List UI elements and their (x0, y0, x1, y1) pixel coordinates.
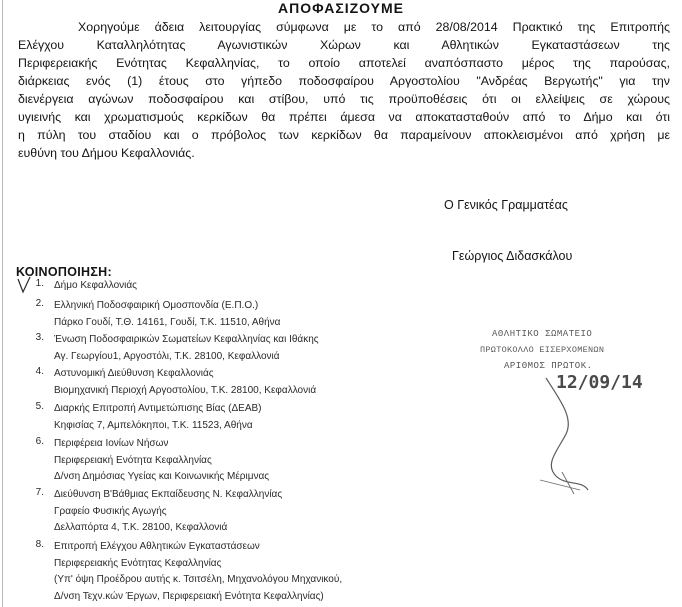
stamp-line-3: ΑΡΙΘΜΟΣ ΠΡΩΤΟΚ. (504, 361, 593, 371)
recipient-line: Δ/νση Τεχν.κών Έργων, Περιφερειακή Ενότητα Κεφαλληνίας) (54, 590, 324, 602)
recipient-line: Γραφείο Φυσικής Αγωγής (54, 505, 167, 517)
recipient-line: Ελληνική Ποδοσφαιρική Ομοσπονδία (Ε.Π.Ο.) (54, 300, 259, 311)
paragraph-line: υγιεινής και χρωματισμούς κερκίδων θα πρέπει άμεσα να αποκατασταθούν από το Δήμο και ότι (18, 110, 670, 124)
paragraph-line: Χορηγούμε άδεια λειτουργίας σύμφωνα με το από 28/08/2014 Πρακτικό της Επιτροπής (78, 20, 670, 34)
cc-heading: ΚΟΙΝΟΠΟΙΗΣΗ: (16, 265, 112, 279)
recipient-number: 6. (35, 436, 44, 447)
recipient-line: Ένωση Ποδοσφαιρικών Σωματείων Κεφαλληνίας και Ιθάκης (54, 334, 319, 345)
decision-heading: ΑΠΟΦΑΣΙΖΟΥΜΕ (277, 0, 405, 16)
stamp-signature-scribble (546, 378, 588, 490)
recipient-line: Διαρκής Επιτροπή Αντιμετώπισης Βίας (ΔΕΑΒ) (54, 403, 262, 414)
page-edge-rule (2, 0, 3, 607)
recipient-number: 8. (35, 539, 44, 550)
paragraph-line: Περιφερειακής Ενότητας Κεφαλληνίας, το οποίο αποτελεί αναπόσπαστο μέρος της παρούσας, (18, 56, 670, 70)
signatory-name: Γεώργιος Διδασκάλου (452, 249, 573, 263)
stamp-line-1: ΑΘΛΗΤΙΚΟ ΣΩΜΑΤΕΙΟ (492, 330, 593, 339)
paragraph-line: Ελέγχου Καταλληλότητας Αγωνιστικών Χώρων και Αθλητικών Εγκαταστάσεων της (18, 38, 670, 52)
paragraph-line: η πύλη του σταδίου και ο πρόβολος των κερκίδων θα παραμείνουν αποκλεισμένοι από χρήση με (18, 128, 670, 142)
recipient-line: Περιφέρεια Ιονίων Νήσων (54, 438, 169, 449)
recipient-number: 5. (35, 401, 44, 412)
stamp-date: 12/09/14 (556, 372, 643, 393)
recipient-line: (Υπ' όψη Προέδρου αυτής κ. Τσιτσέλη, Μηχανολόγου Μηχανικού, (54, 574, 343, 585)
stamp-line-2: ΠΡΩΤΟΚΟΛΛΟ ΕΙΣΕΡΧΟΜΕΝΩΝ (480, 345, 605, 355)
recipient-number: 3. (35, 332, 44, 343)
handwritten-check-icon (17, 276, 31, 294)
paragraph-line: διενέργεια αγώνων ποδοσφαίρου και στίβου, υπό τις προϋποθέσεις ότι οι ελλείψεις σε χώρους (18, 92, 670, 106)
decision-paragraph (18, 18, 670, 162)
recipient-number: 1. (35, 278, 44, 289)
recipient-line: Αστυνομική Διεύθυνση Κεφαλλονιάς (54, 368, 214, 379)
recipient-number: 2. (35, 298, 44, 309)
recipient-line: Περιφερειακής Ενότητας Κεφαλληνίας (54, 557, 222, 569)
recipient-line: Περιφερειακή Ενότητα Κεφαλληνίας (54, 454, 212, 466)
recipient-line: Βιομηχανική Περιοχή Αργοστολίου, Τ.Κ. 28100, Κεφαλλονιά (54, 384, 317, 396)
recipient-line: Πάρκο Γουδί, Τ.Θ. 14161, Γουδί, Τ.Κ. 11510, Αθήνα (54, 316, 281, 328)
received-stamp (470, 330, 680, 495)
signatory-title: Ο Γενικός Γραμματέας (444, 198, 568, 212)
paragraph-line: ευθύνη του Δήμου Κεφαλλονιάς. (18, 146, 195, 160)
recipient-line: Επιτροπή Ελέγχου Αθλητικών Εγκαταστάσεων (54, 541, 260, 552)
recipient-line: Δήμο Κεφαλλονιάς (54, 280, 137, 291)
recipient-line: Δελλαπόρτα 4, Τ.Κ. 28100, Κεφαλλονιά (54, 522, 228, 533)
paragraph-line: διάρκειας ενός (1) έτους στο γήπεδο ποδοσφαίρου Αργοστολίου "Ανδρέας Βεργωτής" για την (18, 74, 670, 88)
recipient-line: Διεύθυνση Β'Βάθμιας Εκπαίδευσης Ν. Κεφαλληνίας (54, 489, 283, 500)
recipient-line: Δ/νση Δημόσιας Υγείας και Κοινωνικής Μέριμνας (54, 471, 270, 482)
recipient-line: Κηφισίας 7, Αμπελόκηποι, Τ.Κ. 11523, Αθήνα (54, 419, 253, 431)
recipient-number: 4. (35, 366, 44, 377)
recipient-line: Αγ. Γεωργίου1, Αργοστόλι, Τ.Κ. 28100, Κεφαλλονιά (54, 350, 280, 362)
recipient-number: 7. (35, 487, 44, 498)
